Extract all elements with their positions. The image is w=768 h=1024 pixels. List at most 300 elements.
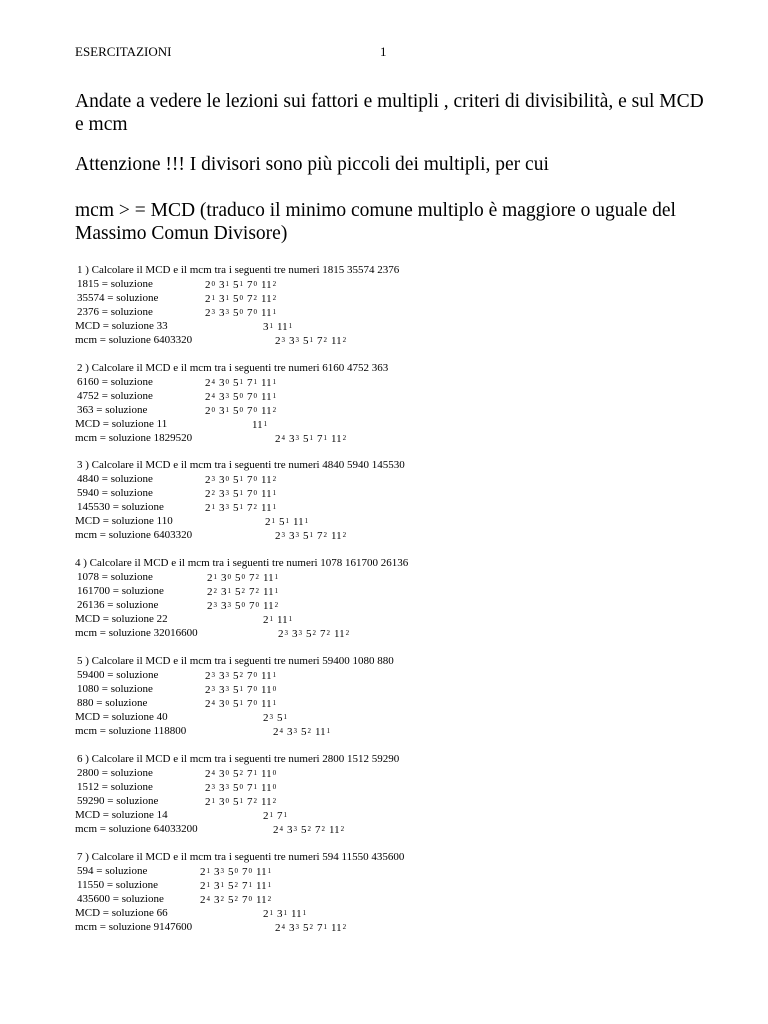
prime-factor — [247, 502, 257, 514]
factor-base: 5 — [233, 782, 239, 794]
factor-base: 7 — [247, 279, 253, 291]
prime-factor — [263, 572, 278, 584]
prime-factor — [247, 474, 257, 486]
factor-base: 5 — [233, 502, 239, 514]
solution-label: 59290 = soluzione — [77, 795, 159, 807]
factor-base: 2 — [273, 824, 279, 836]
prime-factorization — [205, 293, 280, 305]
factor-base: 11 — [261, 307, 272, 319]
solution-label: 1815 = soluzione — [77, 278, 153, 290]
prime-factor — [205, 684, 215, 696]
factor-base: 2 — [205, 307, 211, 319]
factor-exponent: 2 — [321, 825, 325, 833]
prime-factor — [249, 586, 259, 598]
prime-factor — [228, 880, 238, 892]
factor-exponent: 1 — [220, 881, 224, 889]
prime-factor — [329, 824, 344, 836]
solution-label: 11550 = soluzione — [77, 879, 158, 891]
factor-base: 11 — [252, 419, 263, 431]
factor-base: 2 — [207, 572, 213, 584]
prime-factor — [247, 488, 257, 500]
prime-factor — [261, 684, 276, 696]
solution-label: 1080 = soluzione — [77, 683, 153, 695]
solution-label: 363 = soluzione — [77, 404, 148, 416]
prime-factorization — [205, 474, 280, 486]
factor-exponent: 3 — [225, 489, 229, 497]
factor-base: 7 — [247, 488, 253, 500]
solution-row — [75, 529, 755, 543]
factor-exponent: 2 — [255, 573, 259, 581]
solution-row — [75, 627, 755, 641]
solution-label: MCD = soluzione 66 — [75, 907, 168, 919]
factor-base: 2 — [205, 293, 211, 305]
factor-base: 2 — [263, 614, 269, 626]
factor-exponent: 1 — [288, 615, 293, 623]
factor-exponent: 1 — [271, 517, 275, 525]
factor-base: 11 — [261, 782, 272, 794]
factor-exponent: 1 — [267, 867, 272, 875]
factor-exponent: 1 — [253, 783, 257, 791]
prime-factor — [205, 279, 215, 291]
prime-factor — [219, 293, 229, 305]
prime-factor — [242, 880, 252, 892]
prime-factor — [200, 894, 210, 906]
factor-exponent: 2 — [241, 587, 245, 595]
factor-exponent: 0 — [253, 308, 257, 316]
factor-exponent: 4 — [281, 434, 285, 442]
solution-row — [75, 599, 755, 613]
factor-base: 5 — [233, 377, 239, 389]
solution-row — [75, 404, 755, 418]
factor-base: 7 — [247, 293, 253, 305]
solution-row — [75, 921, 755, 935]
prime-factor — [275, 922, 285, 934]
solution-label: MCD = soluzione 22 — [75, 613, 168, 625]
factor-exponent: 1 — [309, 531, 313, 539]
factor-base: 2 — [263, 712, 269, 724]
prime-factor — [247, 405, 257, 417]
factor-base: 3 — [214, 880, 220, 892]
factor-base: 7 — [247, 391, 253, 403]
prime-factor — [219, 488, 229, 500]
prime-factor — [334, 628, 349, 640]
factor-base: 7 — [249, 600, 255, 612]
factor-base: 11 — [291, 908, 302, 920]
prime-factor — [256, 866, 271, 878]
factor-base: 11 — [334, 628, 345, 640]
factor-exponent: 1 — [211, 503, 215, 511]
exercise-title: 2 ) Calcolare il MCD e il mcm tra i seguenti tre numeri 6160 4752 363 — [77, 362, 389, 374]
factor-base: 3 — [277, 908, 283, 920]
prime-factor — [219, 474, 229, 486]
prime-factor — [200, 880, 210, 892]
solution-label: MCD = soluzione 14 — [75, 809, 168, 821]
factor-exponent: 1 — [239, 475, 243, 483]
factor-exponent: 2 — [342, 923, 347, 931]
prime-factorization — [275, 433, 350, 445]
factor-base: 3 — [219, 307, 225, 319]
prime-factor — [214, 866, 224, 878]
solution-label: 1078 = soluzione — [77, 571, 153, 583]
factor-exponent: 1 — [288, 322, 293, 330]
prime-factor — [249, 600, 259, 612]
exercise-7 — [75, 851, 755, 935]
factor-base: 5 — [233, 293, 239, 305]
factor-exponent: 3 — [293, 825, 297, 833]
intro-paragraph-3: mcm > = MCD (traduco il minimo comune multiplo è maggiore o uguale del Massimo Comun Divisore) — [75, 200, 676, 244]
prime-factor — [233, 670, 243, 682]
factor-base: 11 — [261, 502, 272, 514]
prime-factorization — [205, 684, 280, 696]
prime-factor — [261, 502, 276, 514]
factor-base: 2 — [205, 391, 211, 403]
solution-row — [75, 669, 755, 683]
factor-exponent: 1 — [272, 378, 277, 386]
prime-factor — [277, 810, 287, 822]
factor-base: 7 — [247, 670, 253, 682]
solution-row — [75, 487, 755, 501]
factor-exponent: 3 — [225, 671, 229, 679]
factor-exponent: 0 — [225, 475, 229, 483]
prime-factor — [247, 698, 257, 710]
prime-factor — [261, 307, 276, 319]
prime-factor — [247, 684, 257, 696]
prime-factor — [275, 433, 285, 445]
factor-exponent: 2 — [274, 601, 279, 609]
solution-row — [75, 613, 755, 627]
prime-factor — [278, 628, 288, 640]
prime-factor — [263, 810, 273, 822]
factor-base: 5 — [233, 796, 239, 808]
prime-factor — [303, 335, 313, 347]
factor-exponent: 0 — [227, 573, 231, 581]
prime-factor — [279, 516, 289, 528]
factor-base: 2 — [205, 698, 211, 710]
factor-exponent: 3 — [225, 392, 229, 400]
prime-factor — [331, 433, 346, 445]
factor-base: 11 — [261, 684, 272, 696]
factor-exponent: 4 — [279, 825, 283, 833]
prime-factor — [247, 293, 257, 305]
solution-label: 145530 = soluzione — [77, 501, 164, 513]
prime-factor — [233, 698, 243, 710]
prime-factor — [221, 600, 231, 612]
factor-exponent: 0 — [211, 406, 215, 414]
prime-factor — [261, 405, 276, 417]
factor-exponent: 1 — [272, 671, 277, 679]
factor-exponent: 0 — [225, 699, 229, 707]
factor-base: 7 — [317, 530, 323, 542]
factor-base: 2 — [205, 488, 211, 500]
prime-factorization — [263, 810, 291, 822]
solution-row — [75, 390, 755, 404]
factor-exponent: 1 — [272, 503, 277, 511]
factor-base: 11 — [261, 698, 272, 710]
prime-factor — [289, 530, 299, 542]
factor-exponent: 3 — [225, 685, 229, 693]
prime-factor — [317, 530, 327, 542]
prime-factorization — [205, 391, 280, 403]
factor-exponent: 1 — [239, 280, 243, 288]
factor-base: 3 — [289, 335, 295, 347]
prime-factor — [233, 293, 243, 305]
prime-factorization — [265, 516, 312, 528]
factor-exponent: 2 — [323, 531, 327, 539]
factor-base: 11 — [261, 279, 272, 291]
factor-base: 5 — [235, 600, 241, 612]
factor-exponent: 1 — [239, 699, 243, 707]
exercise-title: 5 ) Calcolare il MCD e il mcm tra i seguenti tre numeri 59400 1080 880 — [77, 655, 394, 667]
prime-factor — [233, 488, 243, 500]
prime-factor — [263, 712, 273, 724]
prime-factorization — [205, 279, 280, 291]
exercise-1 — [75, 264, 755, 348]
exercise-title: 4 ) Calcolare il MCD e il mcm tra i seguenti tre numeri 1078 161700 26136 — [75, 557, 409, 569]
factor-base: 11 — [293, 516, 304, 528]
factor-base: 11 — [256, 866, 267, 878]
prime-factor — [228, 894, 238, 906]
factor-exponent: 0 — [225, 769, 229, 777]
factor-base: 3 — [221, 586, 227, 598]
prime-factor — [205, 377, 215, 389]
factor-base: 7 — [242, 894, 248, 906]
prime-factorization — [205, 670, 280, 682]
factor-base: 5 — [228, 866, 234, 878]
prime-factorization — [205, 502, 280, 514]
solution-row — [75, 501, 755, 515]
solution-row — [75, 376, 755, 390]
prime-factor — [205, 796, 215, 808]
solution-row — [75, 292, 755, 306]
factor-base: 5 — [303, 335, 309, 347]
prime-factor — [306, 628, 316, 640]
prime-factor — [315, 726, 330, 738]
solution-row — [75, 418, 755, 432]
prime-factor — [219, 307, 229, 319]
factor-base: 5 — [235, 572, 241, 584]
factor-exponent: 0 — [225, 378, 229, 386]
prime-factor — [228, 866, 238, 878]
prime-factor — [287, 824, 297, 836]
factor-base: 2 — [275, 433, 281, 445]
prime-factor — [233, 391, 243, 403]
factor-exponent: 2 — [340, 825, 345, 833]
factor-exponent: 1 — [283, 909, 287, 917]
factor-exponent: 2 — [253, 294, 257, 302]
prime-factor — [317, 922, 327, 934]
prime-factor — [205, 293, 215, 305]
prime-factor — [233, 377, 243, 389]
solution-label: mcm = soluzione 64033200 — [75, 823, 198, 835]
prime-factorization — [275, 922, 350, 934]
factor-exponent: 3 — [298, 629, 302, 637]
factor-exponent: 2 — [312, 629, 316, 637]
factor-base: 3 — [289, 922, 295, 934]
prime-factor — [263, 321, 273, 333]
factor-exponent: 1 — [274, 587, 279, 595]
prime-factor — [265, 516, 275, 528]
prime-factor — [293, 516, 308, 528]
prime-factor — [200, 866, 210, 878]
factor-exponent: 3 — [227, 601, 231, 609]
factor-exponent: 2 — [239, 769, 243, 777]
factor-base: 7 — [247, 307, 253, 319]
solution-row — [75, 781, 755, 795]
factor-base: 5 — [306, 628, 312, 640]
factor-base: 3 — [219, 782, 225, 794]
factor-exponent: 1 — [227, 587, 231, 595]
solution-row — [75, 278, 755, 292]
solution-row — [75, 320, 755, 334]
factor-exponent: 1 — [309, 336, 313, 344]
prime-factor — [219, 279, 229, 291]
solution-label: 4840 = soluzione — [77, 473, 153, 485]
factor-exponent: 4 — [279, 727, 283, 735]
factor-exponent: 3 — [295, 434, 299, 442]
prime-factor — [261, 474, 276, 486]
factor-exponent: 0 — [253, 280, 257, 288]
prime-factor — [252, 419, 267, 431]
prime-factor — [273, 824, 283, 836]
factor-exponent: 1 — [239, 378, 243, 386]
factor-exponent: 2 — [323, 336, 327, 344]
prime-factor — [205, 474, 215, 486]
prime-factorization — [205, 488, 280, 500]
factor-base: 11 — [261, 377, 272, 389]
factor-base: 11 — [277, 614, 288, 626]
factor-base: 2 — [205, 405, 211, 417]
prime-factor — [331, 335, 346, 347]
factor-exponent: 2 — [272, 280, 277, 288]
factor-exponent: 0 — [272, 685, 277, 693]
solution-row — [75, 334, 755, 348]
prime-factor — [303, 922, 313, 934]
factor-base: 11 — [329, 824, 340, 836]
prime-factor — [233, 768, 243, 780]
exercise-6 — [75, 753, 755, 837]
prime-factorization — [275, 530, 350, 542]
prime-factor — [277, 712, 287, 724]
factor-base: 5 — [233, 488, 239, 500]
prime-factor — [233, 405, 243, 417]
factor-base: 3 — [219, 391, 225, 403]
factor-base: 5 — [233, 474, 239, 486]
factor-base: 3 — [219, 474, 225, 486]
factor-exponent: 1 — [206, 867, 210, 875]
prime-factor — [205, 670, 215, 682]
factor-exponent: 3 — [281, 336, 285, 344]
factor-exponent: 0 — [211, 280, 215, 288]
prime-factorization — [205, 782, 280, 794]
factor-base: 7 — [277, 810, 283, 822]
prime-factor — [242, 866, 252, 878]
factor-base: 5 — [277, 712, 283, 724]
prime-factor — [301, 726, 311, 738]
factor-exponent: 1 — [285, 517, 289, 525]
prime-factor — [289, 335, 299, 347]
factor-exponent: 1 — [302, 909, 307, 917]
solution-row — [75, 683, 755, 697]
factor-exponent: 1 — [239, 797, 243, 805]
prime-factor — [205, 488, 215, 500]
factor-exponent: 1 — [225, 280, 229, 288]
prime-factorization — [200, 880, 275, 892]
factor-exponent: 0 — [239, 406, 243, 414]
factor-base: 2 — [278, 628, 284, 640]
factor-exponent: 1 — [267, 881, 272, 889]
factor-exponent: 2 — [342, 434, 347, 442]
factor-base: 5 — [235, 586, 241, 598]
factor-base: 5 — [303, 922, 309, 934]
factor-exponent: 0 — [253, 475, 257, 483]
prime-factor — [233, 502, 243, 514]
solution-row — [75, 809, 755, 823]
factor-exponent: 2 — [309, 923, 313, 931]
factor-exponent: 3 — [284, 629, 288, 637]
factor-exponent: 1 — [283, 811, 287, 819]
solution-label: 5940 = soluzione — [77, 487, 153, 499]
solution-label: 1512 = soluzione — [77, 781, 153, 793]
factor-exponent: 1 — [211, 294, 215, 302]
solution-row — [75, 515, 755, 529]
factor-base: 3 — [219, 684, 225, 696]
factor-exponent: 0 — [255, 601, 259, 609]
factor-exponent: 3 — [225, 503, 229, 511]
prime-factor — [233, 307, 243, 319]
factor-base: 2 — [207, 600, 213, 612]
prime-factor — [317, 433, 327, 445]
factor-exponent: 1 — [206, 881, 210, 889]
factor-base: 2 — [205, 279, 211, 291]
factor-base: 2 — [275, 530, 281, 542]
prime-factor — [261, 488, 276, 500]
factor-exponent: 2 — [326, 629, 330, 637]
factor-base: 5 — [233, 698, 239, 710]
factor-base: 3 — [289, 530, 295, 542]
factor-base: 7 — [317, 922, 323, 934]
factor-exponent: 1 — [323, 923, 327, 931]
solution-row — [75, 893, 755, 907]
factor-exponent: 4 — [211, 769, 215, 777]
prime-factor — [261, 782, 276, 794]
factor-exponent: 1 — [272, 308, 277, 316]
factor-base: 3 — [263, 321, 269, 333]
factor-base: 3 — [219, 488, 225, 500]
prime-factorization — [207, 572, 282, 584]
prime-factor — [287, 726, 297, 738]
factor-base: 2 — [273, 726, 279, 738]
prime-factor — [261, 279, 276, 291]
factor-exponent: 1 — [225, 406, 229, 414]
factor-base: 7 — [247, 502, 253, 514]
solution-label: mcm = soluzione 6403320 — [75, 529, 193, 541]
prime-factor — [263, 586, 278, 598]
exercise-2 — [75, 362, 755, 446]
prime-factorization — [205, 307, 280, 319]
factor-base: 7 — [317, 433, 323, 445]
prime-factorization — [205, 405, 280, 417]
factor-exponent: 1 — [211, 797, 215, 805]
factor-exponent: 0 — [248, 867, 252, 875]
factor-base: 7 — [247, 474, 253, 486]
factor-exponent: 2 — [272, 294, 277, 302]
factor-base: 2 — [205, 377, 211, 389]
factor-exponent: 1 — [239, 489, 243, 497]
factor-exponent: 2 — [239, 671, 243, 679]
solution-row — [75, 767, 755, 781]
prime-factor — [261, 796, 276, 808]
prime-factor — [315, 824, 325, 836]
